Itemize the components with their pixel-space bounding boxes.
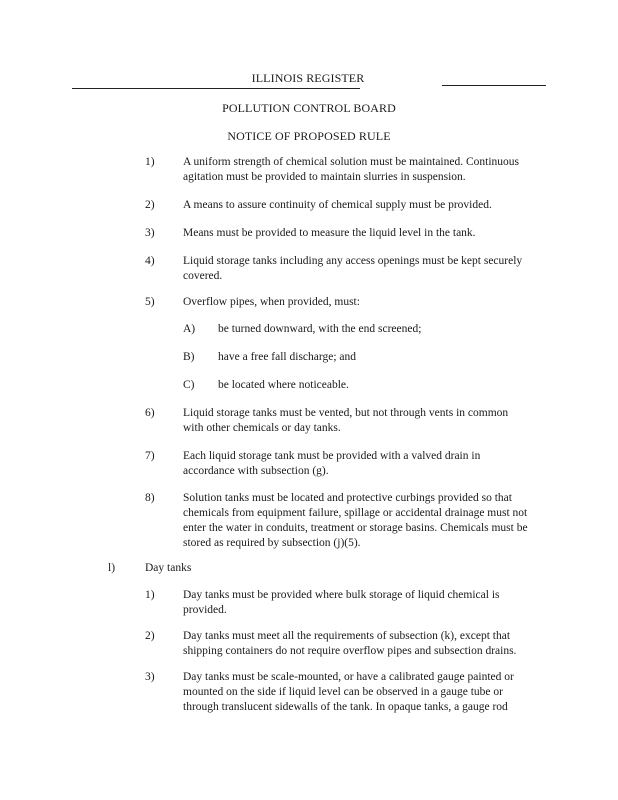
item-text: Each liquid storage tank must be provided with a valved drain in accordance with subsection (g). xyxy=(183,450,481,477)
item-number: 3) xyxy=(145,671,155,683)
item-text: Day tanks must be scale-mounted, or have a calibrated gauge painted or mounted on the side if liquid level can be observed in a gauge tube or through translucent sidewalls of the tank. In opaque tanks, a gauge rod xyxy=(183,671,514,713)
subitem-text: be located where noticeable. xyxy=(218,379,349,391)
item-number: 4) xyxy=(145,255,155,267)
item-number: 5) xyxy=(145,296,155,308)
item-text: Day tanks must meet all the requirements of subsection (k), except that shipping containers do not require overflow pipes and subsection drains. xyxy=(183,630,517,657)
item-number: 1) xyxy=(145,156,155,168)
notice-title: NOTICE OF PROPOSED RULE xyxy=(227,129,391,143)
subsection-letter: l) xyxy=(108,562,116,574)
subitem-letter: A) xyxy=(183,323,196,335)
item-number: 1) xyxy=(145,589,155,601)
item-text: Solution tanks must be located and protective curbings provided so that chemicals from equipment failure, spillage or accidental drainage must not enter the water in conduits, treatment or storage basins. Chemicals must be stored as required by subsection (j)(5). xyxy=(183,492,528,549)
subsection-title: Day tanks xyxy=(145,562,192,574)
header-rule-left xyxy=(72,88,360,89)
subitem-text: be turned downward, with the end screened; xyxy=(218,323,422,335)
subitem-text: have a free fall discharge; and xyxy=(218,351,357,363)
subitem-letter: B) xyxy=(183,351,195,363)
item-text: Overflow pipes, when provided, must: xyxy=(183,296,360,308)
item-number: 2) xyxy=(145,199,155,211)
item-number: 2) xyxy=(145,630,155,642)
item-text: Liquid storage tanks including any access openings must be kept securely covered. xyxy=(183,255,523,282)
board-title: POLLUTION CONTROL BOARD xyxy=(222,101,396,115)
item-number: 6) xyxy=(145,407,155,419)
item-text: A uniform strength of chemical solution must be maintained. Continuous agitation must be provided to maintain slurries in suspension. xyxy=(183,156,520,183)
item-number: 8) xyxy=(145,492,155,504)
item-number: 7) xyxy=(145,450,155,462)
subitem-letter: C) xyxy=(183,379,195,391)
item-text: Means must be provided to measure the liquid level in the tank. xyxy=(183,227,476,239)
item-number: 3) xyxy=(145,227,155,239)
item-text: Liquid storage tanks must be vented, but not through vents in common with other chemicals or day tanks. xyxy=(183,407,509,434)
item-text: Day tanks must be provided where bulk storage of liquid chemical is provided. xyxy=(183,589,500,616)
item-text: A means to assure continuity of chemical supply must be provided. xyxy=(183,199,492,211)
register-title: ILLINOIS REGISTER xyxy=(251,71,365,85)
